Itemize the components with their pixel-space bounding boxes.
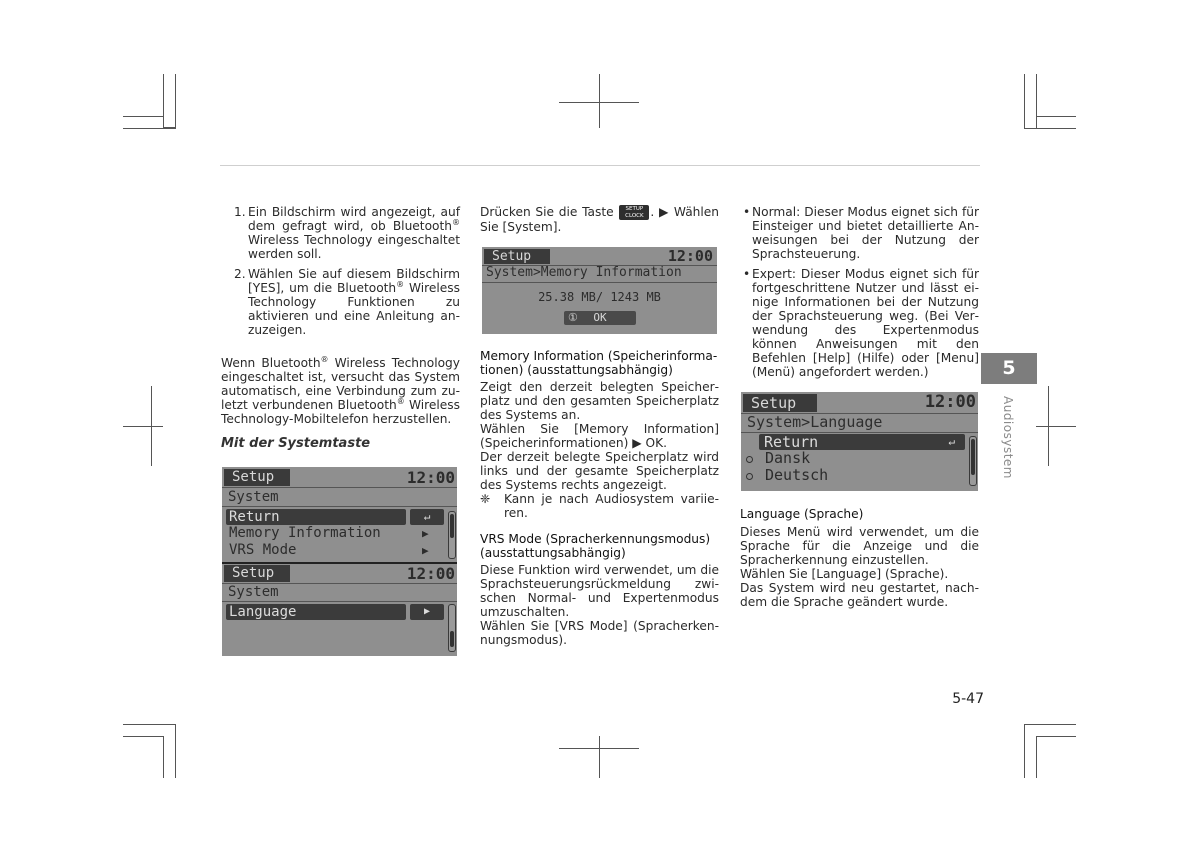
scroll-thumb[interactable] [971,439,975,475]
list-text: Wählen Sie auf diesem Bildschirm [YES], um die Bluetooth [248,267,460,295]
menu-item-label: Dansk [765,449,811,467]
note [480,492,719,520]
screen-subtitle: System [228,489,279,505]
paragraph-text: Wireless Technology eingeschaltet ist, versucht das System automatisch, eine Verbindung zum zuletzt verbundenen Bluetooth [221,356,460,412]
paragraph-text: Wählen Sie [VRS Mode] (Spracherkennungsmodus). [480,619,719,647]
memory-value: 25.38 MB/ 1243 MB [538,290,661,304]
intro-paragraph [480,205,719,234]
menu-item-label: Memory Information [229,525,381,541]
language-arrow-button[interactable] [410,604,444,620]
page-number: 5-47 [952,691,984,707]
language-heading: Language (Sprache) [740,507,864,521]
menu-item-memory-information[interactable] [229,525,381,542]
lcd-screen-system [222,467,457,562]
list-number: 2. [234,267,246,281]
bluetooth-paragraph [221,356,460,426]
list-item [740,205,979,261]
menu-item-language[interactable] [226,604,406,620]
screen-clock: 12:00 [667,247,713,265]
list-item [221,267,460,337]
language-paragraph [740,525,979,609]
menu-item-label: Deutsch [765,466,829,484]
key-label: SETUP [625,206,644,212]
ok-label: OK [593,311,607,324]
screen-subtitle: System [228,584,279,600]
mode-bullets [740,205,979,385]
vrs-paragraph [480,563,719,647]
key-label: CLOCK [625,212,644,219]
paragraph-text: . ▶ Wählen Sie [System]. [480,205,719,234]
numbered-list [221,205,460,343]
divider [222,506,457,507]
return-icon: ↵ [423,510,431,523]
screen-title: Setup [224,565,290,582]
paragraph-text: Wählen Sie [Language] (Sprache). [740,567,949,581]
chapter-label-text: Audiosystem [1001,396,1015,479]
subheading: Mit der Systemtaste [221,436,371,451]
bullet-icon: • [743,267,751,281]
screen-clock: 12:00 [406,564,455,583]
menu-item-vrs-mode[interactable] [229,542,296,559]
registered-mark: ® [452,217,460,227]
lcd-screen-memory-information [482,247,717,334]
screen-subtitle: System>Language [747,413,883,431]
screen-title: Setup [743,394,817,412]
return-icon: ↵ [948,435,955,448]
menu-item-label: Return [764,433,819,451]
chapter-number-tab: 5 [981,353,1037,384]
menu-item-label: Return [229,509,280,525]
bullet-text: Expert: Dieser Modus eignet sich für fortgeschrittene Nutzer und lässt einige Informationen bei der Nutzung der Sprachsteuerung weg. (Bei Verwendung des Expertenmodus können Anweisungen mit den Befehlen [Help] (Hilfe) oder [Menu] (Menü) angefordert werden.) [752,267,979,379]
return-button[interactable] [410,509,444,525]
divider [222,601,457,602]
lcd-screen-language [222,562,457,656]
list-item [740,267,979,379]
header-rule [220,165,980,166]
menu-item-dansk[interactable] [765,450,810,467]
list-text: Wireless Technology eingeschaltet werden soll. [248,233,460,261]
note-text: Kann je nach Audiosystem variieren. [504,492,719,520]
paragraph-text: Der derzeit belegte Speicherplatz wird links und der gesamte Speicherplatz des Systems rechts angezeigt. [480,450,719,492]
lcd-screen-language-list [741,392,978,491]
chevron-right-icon: ▶ [422,527,429,540]
chevron-right-icon: ▶ [422,544,429,557]
scroll-thumb[interactable] [450,631,454,647]
setup-clock-key-icon [619,205,649,220]
list-number: 1. [234,205,246,219]
radio-dansk[interactable] [746,456,753,463]
registered-mark: ® [396,396,405,406]
ok-button[interactable] [564,311,636,325]
radio-deutsch[interactable] [746,473,753,480]
screen-clock: 12:00 [924,392,976,412]
memory-paragraph [480,380,719,520]
scrollbar[interactable] [969,436,977,486]
chapter-label [1003,396,1017,496]
bullet-icon: • [743,205,751,219]
paragraph-text: Wireless Technology-Mobiltelefon herzustellen. [221,398,460,426]
vrs-heading: VRS Mode (Spracherkennungsmodus) (ausstattungsabhängig) [480,532,711,560]
paragraph-text: Das System wird neu gestartet, nachdem die Sprache geändert wurde. [740,581,979,609]
info-icon: ① [568,311,578,324]
scrollbar[interactable] [448,604,456,652]
note-icon: ❈ [480,492,491,506]
paragraph-text: Drücken Sie die Taste [480,205,614,219]
menu-item-label: VRS Mode [229,542,297,558]
screen-subtitle: System>Memory Information [486,265,682,280]
paragraph-text: Dieses Menü wird verwendet, um die Sprache für die Anzeige und die Spracherkennung einzustellen. [740,525,979,567]
memory-heading: Memory Information (Speicherinformationen) (ausstattungsabhängig) [480,349,718,377]
screen-title: Setup [224,469,290,486]
paragraph-text: Diese Funktion wird verwendet, um die Sprachsteuerungsrückmeldung zwischen Normal- und Expertenmodus umzuschalten. [480,563,719,619]
paragraph-text: Wenn Bluetooth [221,356,321,370]
list-text: Wireless Technology Funktionen zu aktivieren und eine Anleitung anzuzeigen. [248,281,460,337]
list-text: Ein Bildschirm wird angezeigt, auf dem gefragt wird, ob Bluetooth [248,205,460,233]
paragraph-text: Zeigt den derzeit belegten Speicherplatz und den gesamten Speicherplatz des Systems an. [480,380,719,422]
list-item [221,205,460,261]
menu-item-deutsch[interactable] [765,467,828,484]
chevron-right-icon: ▶ [423,606,431,617]
registered-mark: ® [320,354,329,364]
menu-item-return[interactable] [759,434,965,450]
screen-clock: 12:00 [406,468,455,487]
menu-item-label: Language [229,604,297,620]
scrollbar[interactable] [448,511,456,559]
screen-title: Setup [484,249,550,264]
divider [482,282,717,283]
registered-mark: ® [396,279,405,289]
scroll-thumb[interactable] [450,514,454,538]
menu-item-return[interactable] [226,509,406,525]
paragraph-text: Wählen Sie [Memory Information] (Speicherinformationen) ▶ OK. [480,422,719,450]
bullet-text: Normal: Dieser Modus eignet sich für Einsteiger und bietet detaillierte Anweisungen bei der Nutzung der Sprachsteuerung. [752,205,979,261]
